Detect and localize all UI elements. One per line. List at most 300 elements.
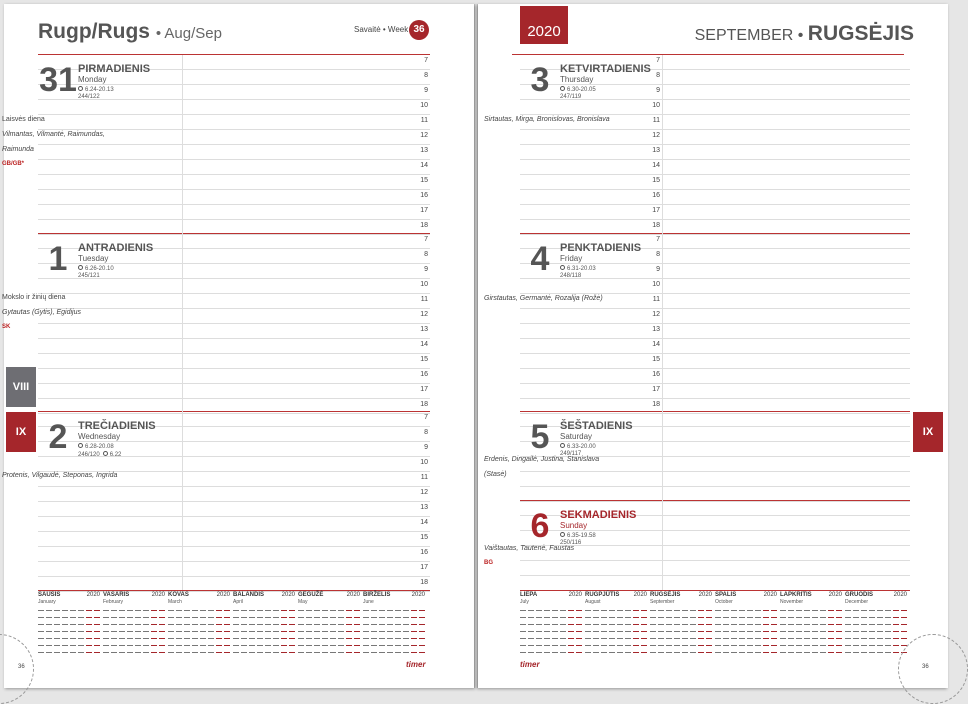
mini-day-cell	[601, 631, 607, 632]
mini-day-cell	[552, 610, 558, 611]
mini-day-cell	[411, 631, 417, 632]
day-count-text: 245/121	[78, 273, 100, 279]
hour-slot[interactable]	[38, 190, 430, 205]
mini-day-cell	[836, 631, 842, 632]
mini-day-cell	[111, 645, 117, 646]
day-name: TREČIADIENIS	[78, 420, 156, 432]
mini-day-cell	[568, 610, 574, 611]
mini-month-year: 2020	[763, 592, 777, 598]
mini-day-cell	[885, 638, 891, 639]
mini-day-cell	[338, 645, 344, 646]
hour-slot[interactable]	[520, 175, 910, 190]
mini-day-cell	[625, 610, 631, 611]
hour-slot[interactable]	[38, 324, 430, 339]
day-number: 2	[48, 418, 68, 456]
mini-month-year: 2020	[698, 592, 712, 598]
mini-day-cell	[641, 617, 647, 618]
mini-day-cell	[674, 645, 680, 646]
mini-day-cell	[379, 617, 385, 618]
mini-day-cell	[354, 631, 360, 632]
mini-day-cell	[103, 652, 109, 653]
mini-day-cell	[143, 617, 149, 618]
mini-calendar-grid	[233, 607, 295, 659]
mini-day-cell	[576, 652, 582, 653]
hour-slot[interactable]	[38, 487, 430, 502]
tab-month-ix[interactable]: IX	[6, 412, 36, 452]
mini-day-cell	[869, 652, 875, 653]
mini-day-cell	[715, 645, 721, 646]
mini-day-cell	[698, 610, 704, 611]
mini-month-en: April	[233, 599, 244, 605]
mini-day-cell	[379, 645, 385, 646]
mini-day-cell	[241, 631, 247, 632]
mini-day-cell	[135, 645, 141, 646]
mini-day-cell	[739, 610, 745, 611]
hour-label: 10	[652, 102, 660, 109]
mini-day-cell	[273, 645, 279, 646]
mini-day-cell	[641, 624, 647, 625]
note-text: Girstautas, Germantė, Rozalija (Rožė)	[484, 295, 603, 302]
mini-day-cell	[379, 631, 385, 632]
mini-day-cell	[216, 610, 222, 611]
mini-day-cell	[135, 652, 141, 653]
mini-day-cell	[861, 631, 867, 632]
mini-day-cell	[111, 638, 117, 639]
day-divider	[520, 500, 910, 501]
mini-day-cell	[54, 638, 60, 639]
hour-slot[interactable]	[38, 115, 430, 130]
mini-day-cell	[38, 631, 44, 632]
mini-day-cell	[601, 652, 607, 653]
mini-day-cell	[208, 631, 214, 632]
sun-icon	[560, 443, 565, 448]
mini-day-cell	[715, 631, 721, 632]
mini-day-cell	[346, 645, 352, 646]
hour-slot[interactable]	[520, 369, 910, 384]
hour-label: 8	[424, 72, 428, 79]
hour-label: 16	[652, 192, 660, 199]
mini-day-cell	[739, 645, 745, 646]
mini-day-cell	[747, 610, 753, 611]
hour-slot[interactable]	[38, 160, 430, 175]
mini-day-cell	[176, 617, 182, 618]
mini-day-cell	[706, 617, 712, 618]
mini-day-cell	[159, 617, 165, 618]
hour-slot[interactable]	[520, 279, 910, 294]
mini-day-cell	[796, 638, 802, 639]
left-page	[4, 4, 474, 688]
mini-day-cell	[151, 617, 157, 618]
mini-day-cell	[585, 624, 591, 625]
hour-slot[interactable]	[38, 547, 430, 562]
day-number: 4	[530, 240, 550, 278]
mini-day-cell	[593, 610, 599, 611]
tab-month-ix-right[interactable]: IX	[913, 412, 943, 452]
hour-label: 17	[652, 207, 660, 214]
mini-day-cell	[403, 624, 409, 625]
mini-calendar	[650, 592, 712, 662]
week-number-badge: 36	[409, 20, 429, 40]
mini-day-cell	[273, 652, 279, 653]
mini-day-cell	[552, 631, 558, 632]
mini-day-cell	[585, 610, 591, 611]
mini-day-cell	[528, 610, 534, 611]
mini-day-cell	[576, 645, 582, 646]
hour-slot[interactable]	[520, 561, 910, 576]
hour-slot[interactable]	[38, 309, 430, 324]
mini-day-cell	[62, 645, 68, 646]
mini-day-cell	[379, 624, 385, 625]
mini-day-cell	[94, 652, 100, 653]
hour-label: 18	[652, 401, 660, 408]
mini-day-cell	[224, 631, 230, 632]
mini-month-year: 2020	[281, 592, 295, 598]
mini-day-cell	[257, 617, 263, 618]
hour-label: 13	[652, 147, 660, 154]
hour-slot[interactable]	[520, 160, 910, 175]
mini-day-cell	[371, 610, 377, 611]
hour-slot[interactable]	[38, 145, 430, 160]
day-count-text: 249/117	[560, 451, 582, 457]
hour-label: 13	[420, 326, 428, 333]
mini-day-cell	[853, 610, 859, 611]
mini-day-cell	[650, 631, 656, 632]
day-number: 5	[530, 418, 550, 456]
hour-label: 7	[424, 57, 428, 64]
mini-day-cell	[723, 638, 729, 639]
mini-day-cell	[371, 624, 377, 625]
hour-label: 11	[652, 117, 660, 124]
mini-day-cell	[853, 645, 859, 646]
mini-day-cell	[387, 652, 393, 653]
mini-day-cell	[143, 638, 149, 639]
hour-slot[interactable]	[38, 562, 430, 577]
sunrise-sunset	[78, 86, 114, 93]
mini-day-cell	[371, 617, 377, 618]
mini-day-cell	[151, 610, 157, 611]
mini-month-name: RUGPJŪTIS	[585, 592, 620, 598]
mini-day-cell	[788, 617, 794, 618]
hour-slot[interactable]	[38, 294, 430, 309]
hour-slot[interactable]	[520, 205, 910, 220]
mini-day-cell	[690, 624, 696, 625]
mini-day-cell	[520, 610, 526, 611]
hour-slot[interactable]	[520, 576, 910, 591]
mini-day-cell	[698, 617, 704, 618]
mini-day-cell	[763, 617, 769, 618]
hour-slot[interactable]	[520, 472, 910, 487]
year-box: 2020	[520, 6, 568, 44]
mini-day-cell	[520, 624, 526, 625]
hour-slot[interactable]	[520, 384, 910, 399]
mini-day-cell	[249, 631, 255, 632]
mini-calendar-grid	[168, 607, 230, 659]
tab-month-viii[interactable]: VIII	[6, 367, 36, 407]
mini-day-cell	[593, 617, 599, 618]
mini-day-cell	[609, 617, 615, 618]
day-count	[560, 273, 581, 279]
hour-label: 8	[656, 72, 660, 79]
mini-day-cell	[403, 631, 409, 632]
mini-day-cell	[820, 652, 826, 653]
mini-day-cell	[314, 617, 320, 618]
day-count	[560, 94, 581, 100]
hour-slot[interactable]	[38, 369, 430, 384]
mini-day-cell	[387, 610, 393, 611]
hour-slot[interactable]	[520, 309, 910, 324]
mini-day-cell	[593, 631, 599, 632]
mini-day-cell	[877, 652, 883, 653]
mini-day-cell	[233, 624, 239, 625]
mini-day-cell	[836, 610, 842, 611]
mini-day-cell	[641, 631, 647, 632]
mini-calendar	[585, 592, 647, 662]
hour-slot[interactable]	[38, 517, 430, 532]
mini-day-cell	[536, 645, 542, 646]
note-code: BG	[484, 560, 493, 566]
mini-day-cell	[633, 631, 639, 632]
hour-label: 10	[420, 281, 428, 288]
mini-day-cell	[568, 652, 574, 653]
mini-day-cell	[731, 638, 737, 639]
mini-day-cell	[796, 652, 802, 653]
mini-day-cell	[314, 638, 320, 639]
time-column-line	[182, 55, 183, 590]
mini-day-cell	[70, 624, 76, 625]
page-title: Rugp/Rugs • Aug/Sep	[38, 20, 222, 43]
sun-icon	[560, 265, 565, 270]
mini-month-en: June	[363, 599, 374, 605]
mini-day-cell	[127, 638, 133, 639]
day-name: SEKMADIENIS	[560, 509, 637, 521]
mini-day-cell	[674, 638, 680, 639]
hour-label: 9	[656, 87, 660, 94]
hour-slot[interactable]	[38, 205, 430, 220]
mini-day-cell	[46, 638, 52, 639]
mini-day-cell	[723, 631, 729, 632]
mini-day-cell	[273, 624, 279, 625]
mini-day-cell	[731, 645, 737, 646]
mini-day-cell	[731, 624, 737, 625]
mini-day-cell	[755, 631, 761, 632]
hour-slot[interactable]	[38, 175, 430, 190]
hour-label: 12	[420, 489, 428, 496]
mini-day-cell	[625, 617, 631, 618]
brand-logo: timer	[520, 660, 540, 669]
mini-day-cell	[363, 638, 369, 639]
hour-slot[interactable]	[38, 339, 430, 354]
mini-day-cell	[143, 631, 149, 632]
hour-label: 15	[420, 534, 428, 541]
hour-label: 12	[652, 311, 660, 318]
mini-day-cell	[755, 624, 761, 625]
hour-label: 14	[420, 519, 428, 526]
mini-day-cell	[853, 652, 859, 653]
mini-day-cell	[395, 624, 401, 625]
hour-label: 8	[656, 251, 660, 258]
hour-slot[interactable]	[38, 532, 430, 547]
mini-day-cell	[536, 631, 542, 632]
mini-day-cell	[536, 624, 542, 625]
hour-label: 12	[652, 132, 660, 139]
mini-day-cell	[419, 652, 425, 653]
mini-day-cell	[281, 652, 287, 653]
mini-day-cell	[403, 638, 409, 639]
mini-day-cell	[119, 652, 125, 653]
mini-day-cell	[46, 624, 52, 625]
hour-slot[interactable]	[520, 324, 910, 339]
mini-day-cell	[249, 617, 255, 618]
hour-slot[interactable]	[38, 100, 430, 115]
mini-day-cell	[674, 617, 680, 618]
mini-day-cell	[828, 617, 834, 618]
mini-calendar	[233, 592, 295, 662]
mini-day-cell	[861, 652, 867, 653]
mini-day-cell	[289, 617, 295, 618]
mini-day-cell	[273, 631, 279, 632]
mini-day-cell	[901, 638, 907, 639]
mini-day-cell	[658, 652, 664, 653]
mini-day-cell	[241, 617, 247, 618]
mini-day-cell	[877, 645, 883, 646]
hour-label: 17	[420, 564, 428, 571]
hour-slot[interactable]	[38, 457, 430, 472]
mini-day-cell	[151, 652, 157, 653]
sun-times: 6.35-19.58	[567, 533, 596, 539]
mini-day-cell	[216, 624, 222, 625]
mini-day-cell	[354, 652, 360, 653]
mini-month-en: December	[845, 599, 869, 605]
mini-day-cell	[135, 610, 141, 611]
mini-day-cell	[861, 638, 867, 639]
hour-label: 18	[652, 222, 660, 229]
note-text: Mokslo ir žinių diena	[2, 294, 66, 301]
mini-day-cell	[845, 645, 851, 646]
mini-day-cell	[224, 645, 230, 646]
mini-day-cell	[265, 610, 271, 611]
mini-day-cell	[273, 638, 279, 639]
day-count	[78, 273, 100, 279]
hour-slot[interactable]	[38, 384, 430, 399]
mini-day-cell	[877, 638, 883, 639]
mini-day-cell	[249, 624, 255, 625]
mini-day-cell	[544, 645, 550, 646]
mini-day-cell	[585, 617, 591, 618]
mini-day-cell	[706, 638, 712, 639]
mini-day-cell	[804, 617, 810, 618]
mini-day-cell	[403, 617, 409, 618]
mini-day-cell	[119, 631, 125, 632]
mini-day-cell	[86, 638, 92, 639]
mini-day-cell	[103, 610, 109, 611]
mini-day-cell	[560, 631, 566, 632]
hour-slot[interactable]	[520, 130, 910, 145]
mini-day-cell	[528, 652, 534, 653]
mini-day-cell	[86, 624, 92, 625]
mini-day-cell	[94, 624, 100, 625]
mini-day-cell	[666, 624, 672, 625]
hour-slot[interactable]	[38, 502, 430, 517]
mini-day-cell	[520, 652, 526, 653]
mini-day-cell	[216, 631, 222, 632]
mini-day-cell	[658, 631, 664, 632]
mini-day-cell	[70, 645, 76, 646]
mini-day-cell	[690, 617, 696, 618]
hour-label: 16	[420, 192, 428, 199]
hour-slot[interactable]	[38, 354, 430, 369]
mini-day-cell	[658, 624, 664, 625]
mini-day-cell	[706, 652, 712, 653]
mini-day-cell	[346, 624, 352, 625]
mini-day-cell	[62, 652, 68, 653]
hour-slot[interactable]	[38, 279, 430, 294]
hour-slot[interactable]	[520, 354, 910, 369]
mini-day-cell	[560, 638, 566, 639]
hour-label: 18	[420, 579, 428, 586]
mini-day-cell	[771, 631, 777, 632]
hour-slot[interactable]	[520, 100, 910, 115]
mini-day-cell	[796, 631, 802, 632]
mini-day-cell	[298, 617, 304, 618]
mini-day-cell	[208, 624, 214, 625]
mini-day-cell	[200, 617, 206, 618]
hour-slot[interactable]	[520, 546, 910, 561]
sun-times: 6.24-20.13	[85, 87, 114, 93]
mini-day-cell	[877, 631, 883, 632]
day-count-text: 248/118	[560, 273, 582, 279]
hour-label: 15	[420, 177, 428, 184]
mini-day-cell	[593, 624, 599, 625]
mini-month-name: GRUODIS	[845, 592, 874, 598]
mini-day-cell	[812, 610, 818, 611]
mini-day-cell	[593, 638, 599, 639]
day-divider	[38, 233, 430, 234]
mini-day-cell	[788, 631, 794, 632]
hour-label: 13	[420, 147, 428, 154]
hour-slot[interactable]	[520, 190, 910, 205]
mini-day-cell	[609, 638, 615, 639]
mini-day-cell	[820, 610, 826, 611]
hour-label: 7	[424, 414, 428, 421]
sun-times: 6.31-20.03	[567, 266, 596, 272]
mini-day-cell	[184, 652, 190, 653]
mini-day-cell	[70, 617, 76, 618]
mini-day-cell	[771, 645, 777, 646]
sunrise-sunset	[560, 265, 596, 272]
mini-day-cell	[853, 631, 859, 632]
hour-label: 13	[652, 326, 660, 333]
mini-day-cell	[650, 610, 656, 611]
mini-day-cell	[520, 631, 526, 632]
mini-day-cell	[371, 652, 377, 653]
mini-day-cell	[650, 617, 656, 618]
sunrise-sunset	[560, 532, 596, 539]
mini-day-cell	[419, 645, 425, 646]
hour-slot[interactable]	[520, 339, 910, 354]
week-label: Savaitė • Week	[354, 25, 409, 34]
mini-day-cell	[168, 652, 174, 653]
mini-day-cell	[552, 617, 558, 618]
day-number: 3	[530, 61, 550, 99]
mini-day-cell	[901, 617, 907, 618]
mini-day-cell	[363, 631, 369, 632]
mini-day-cell	[836, 624, 842, 625]
mini-day-cell	[893, 610, 899, 611]
hour-slot[interactable]	[520, 145, 910, 160]
mini-calendar	[845, 592, 907, 662]
mini-month-name: LIEPA	[520, 592, 538, 598]
mini-day-cell	[715, 652, 721, 653]
